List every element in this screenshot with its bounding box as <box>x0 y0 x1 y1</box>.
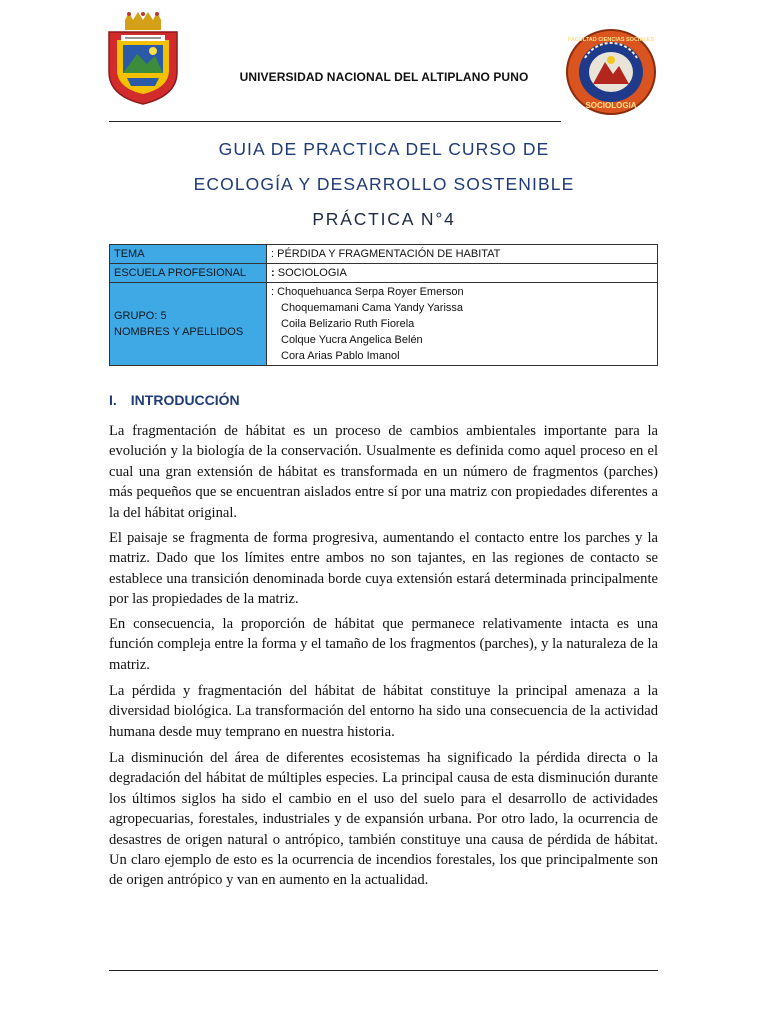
seal-bottom-text: SOCIOLOGIA <box>585 101 637 110</box>
paragraph-1: La fragmentación de hábitat es un proceso de cambios ambientales importante para la evolución y la biología de la conservación. Usualmente es definida como aquel proceso en el cual una gran extensión de hábitat es transformada en un número de fragmentos (parches) más pequeños que se encuentran aislados entre sí por una matriz con propiedades diferentes a la del hábitat original. <box>109 423 658 521</box>
seal-ring-text: FACULTAD CIENCIAS SOCIALES <box>567 37 655 43</box>
section-heading <box>109 392 240 408</box>
table-row-grupo <box>110 283 658 366</box>
title-line-2: ECOLOGÍA Y DESARROLLO SOSTENIBLE <box>193 174 575 194</box>
footer-divider <box>109 970 658 971</box>
paragraph-3: En consecuencia, la proporción de hábitat que permanece relativamente intacta es una función compleja entre la forma y el tamaño de los fragmentos (parches), y la naturaleza de la matriz. <box>109 616 658 673</box>
escuela-colon: : <box>271 267 275 279</box>
escuela-cell <box>267 264 658 283</box>
section-title: INTRODUCCIÓN <box>130 392 240 408</box>
tema-label: TEMA <box>110 245 267 264</box>
paragraph-5: La disminución del área de diferentes ecosistemas ha significado la pérdida directa o la degradación del hábitat de múltiples especies. La principal causa de esta disminución durante los últimos siglos ha sido el cambio en el uso del suelo para el desarrollo de actividades agropecuarias, forestales, industriales y de expansión urbana. Por otro lado, la ocurrencia de desastres de origen natural o antrópico, también constituye una causa de pérdida de hábitat. Un claro ejemplo de esto es la ocurrencia de incendios forestales, los que principalmente son de origen antrópico y van en aumento en la actualidad. <box>109 750 658 889</box>
tema-value: : PÉRDIDA Y FRAGMENTACIÓN DE HABITAT <box>267 245 658 264</box>
member-name: Coila Belizario Ruth Fiorela <box>281 318 415 330</box>
info-table <box>109 244 658 366</box>
members-cell <box>267 283 658 366</box>
member-name: Cora Arias Pablo Imanol <box>281 350 400 362</box>
escuela-label: ESCUELA PROFESIONAL <box>110 264 267 283</box>
practice-number-title: PRÁCTICA N°4 <box>312 209 456 229</box>
title-line-1: GUIA DE PRACTICA DEL CURSO DE <box>218 139 550 159</box>
header-divider <box>109 121 561 122</box>
faculty-social-sciences-seal-icon <box>565 28 657 116</box>
university-name: UNIVERSIDAD NACIONAL DEL ALTIPLANO PUNO <box>239 70 529 84</box>
nombres-label: NOMBRES Y APELLIDOS <box>114 326 244 338</box>
university-coat-of-arms-icon <box>103 12 183 106</box>
member-name: Choquemamani Cama Yandy Yarissa <box>281 302 464 314</box>
paragraph-4: La pérdida y fragmentación del hábitat de hábitat constituye la principal amenaza a la diversidad biológica. La transformación del entorno ha sido una consecuencia de la actividad humana desde muy temprano en nuestra historia. <box>109 683 658 740</box>
grupo-label: GRUPO: 5 <box>114 310 167 322</box>
grupo-cell <box>110 283 267 366</box>
paragraph-2: El paisaje se fragmenta de forma progresiva, aumentando el contacto entre los parches y la matriz. Dado que los límites entre ambos no son tajantes, en las regiones de contacto se establece una transición denominada borde cuya extensión estará determinada principalmente por las propiedades de la matriz. <box>109 530 658 608</box>
escuela-value: SOCIOLOGIA <box>274 267 347 279</box>
table-row-escuela <box>110 264 658 283</box>
section-number: I. <box>109 392 117 408</box>
member-name: : Choquehuanca Serpa Royer Emerson <box>271 286 464 298</box>
member-name: Colque Yucra Angelica Belén <box>281 334 423 346</box>
table-row-tema <box>110 245 658 264</box>
